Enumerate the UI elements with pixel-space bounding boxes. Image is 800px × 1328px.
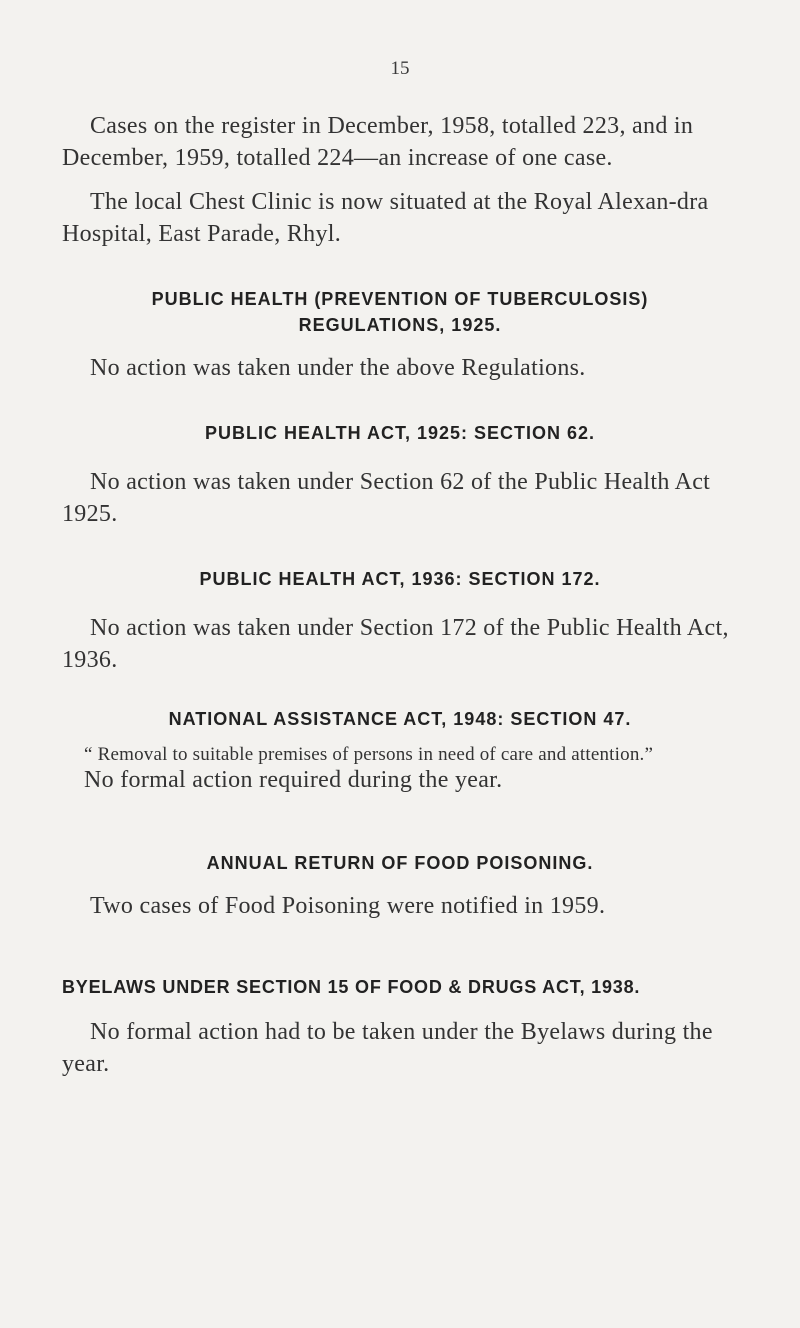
paragraph-regulations-action: No action was taken under the above Regulations. bbox=[90, 355, 586, 381]
heading-pha-1925-s62: PUBLIC HEALTH ACT, 1925: SECTION 62. bbox=[204, 423, 596, 443]
paragraph-section-62: No action was taken under Section 62 of the Public Health Act 1925. bbox=[62, 469, 711, 527]
paragraph-removal-quote: “ Removal to suitable premises of persons in need of care and attention.” bbox=[84, 744, 654, 765]
paragraph-register-cases: Cases on the register in December, 1958, totalled 223, and in December, 1959, totalled 224—an increase of one case. bbox=[62, 113, 694, 171]
heading-national-assistance-s47: NATIONAL ASSISTANCE ACT, 1948: SECTION 47. bbox=[168, 709, 632, 729]
heading-tuberculosis-regulations bbox=[0, 286, 800, 338]
heading-tuberculosis-line2: REGULATIONS, 1925. bbox=[298, 315, 502, 335]
heading-tuberculosis-line1: PUBLIC HEALTH (PREVENTION OF TUBERCULOSIS) bbox=[151, 289, 649, 309]
page-number: 15 bbox=[390, 58, 410, 79]
heading-pha-1936-s172: PUBLIC HEALTH ACT, 1936: SECTION 172. bbox=[199, 569, 601, 589]
paragraph-no-formal-action: No formal action required during the year. bbox=[84, 767, 503, 793]
paragraph-chest-clinic: The local Chest Clinic is now situated at the Royal Alexan-dra Hospital, East Parade, Rhyl. bbox=[62, 189, 709, 247]
heading-food-poisoning: ANNUAL RETURN OF FOOD POISONING. bbox=[206, 853, 594, 873]
paragraph-byelaws: No formal action had to be taken under the Byelaws during the year. bbox=[62, 1019, 713, 1077]
paragraph-section-172: No action was taken under Section 172 of the Public Health Act, 1936. bbox=[62, 615, 729, 673]
heading-byelaws: BYELAWS UNDER SECTION 15 OF FOOD & DRUGS ACT, 1938. bbox=[62, 977, 641, 997]
paragraph-food-poisoning: Two cases of Food Poisoning were notified in 1959. bbox=[90, 893, 606, 919]
